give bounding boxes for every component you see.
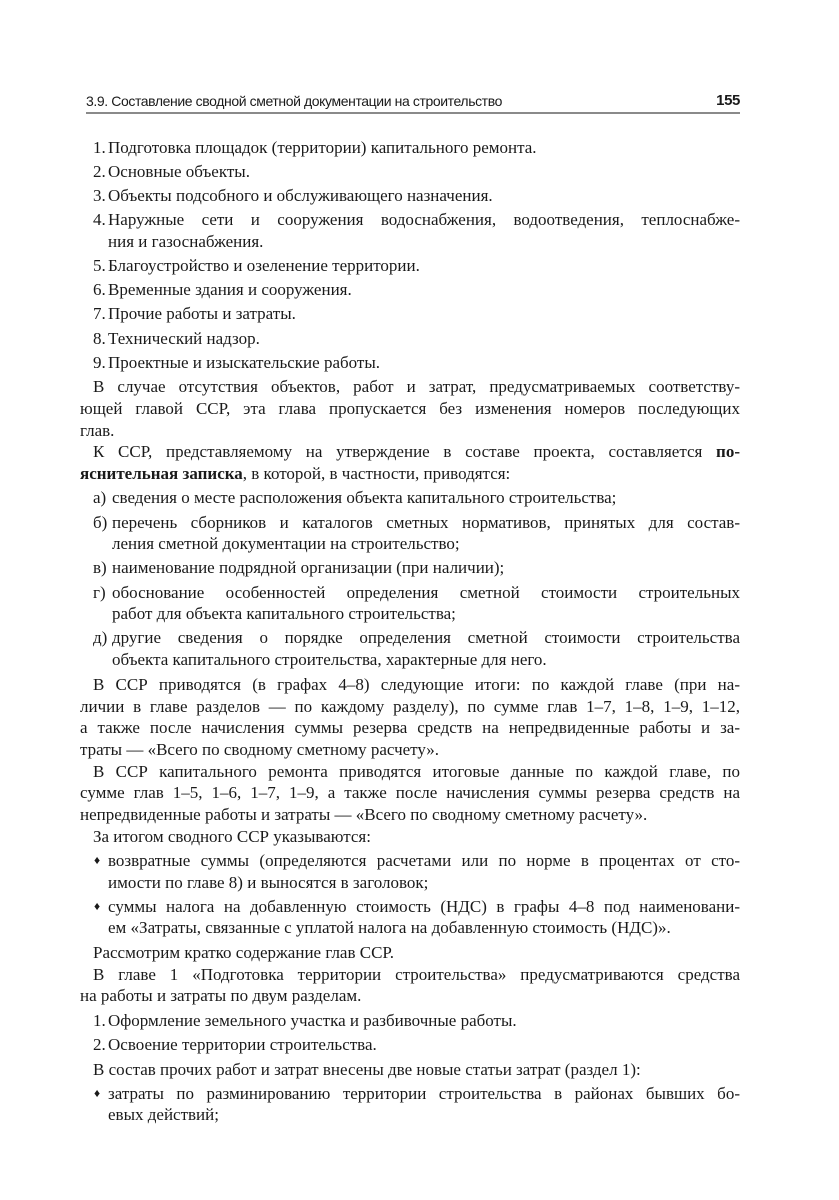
bold-term: яснительная записка	[80, 464, 243, 484]
list-item	[80, 279, 740, 301]
list-marker: 4.	[93, 210, 106, 230]
bullet-diamond-icon: ♦	[94, 852, 101, 867]
text-line: суммы налога на добавленную стоимость (НДС) в графы 4–8 под наименовани-	[108, 896, 740, 916]
list-marker: б)	[93, 512, 108, 532]
text-line: личии в главе разделов — по каждому разделу), по сумме глав 1–7, 1–8, 1–9, 1–12,	[80, 696, 740, 716]
text-line: Основные объекты.	[108, 161, 250, 181]
text-line: работ для объекта капитального строительства;	[112, 604, 456, 624]
text-line: В ССР приводятся (в графах 4–8) следующие итоги: по каждой главе (при на-	[93, 674, 740, 694]
text-line	[80, 441, 740, 463]
text-line: В случае отсутствия объектов, работ и затрат, предусматриваемых соответству-	[93, 377, 740, 397]
text-line: на работы и затраты по двум разделам.	[80, 986, 362, 1006]
text-line: другие сведения о порядке определения сметной стоимости строительства	[112, 628, 740, 648]
text-line: Благоустройство и озеленение территории.	[108, 255, 420, 275]
paragraph	[80, 826, 740, 848]
text-line: ющей главой ССР, эта глава пропускается без изменения номеров последующих	[80, 399, 740, 419]
running-header	[86, 90, 740, 114]
list-item	[80, 161, 740, 183]
text-line: а также после начисления суммы резерва средств на непредвиденные работы и за-	[80, 718, 740, 738]
list-marker: 6.	[93, 280, 106, 300]
list-marker: г)	[93, 582, 106, 602]
list-item	[80, 557, 740, 579]
text-line: имости по главе 8) и выносятся в заголовок;	[108, 872, 429, 892]
list-item	[80, 512, 740, 555]
list-item	[80, 1034, 740, 1056]
text-line: За итогом сводного ССР указываются:	[93, 826, 371, 846]
text-line: ния и газоснабжения.	[108, 231, 264, 251]
text-line: Прочие работы и затраты.	[108, 304, 296, 324]
paragraph	[80, 942, 740, 964]
text-line: наименование подрядной организации (при наличии);	[112, 558, 505, 578]
list-item	[80, 1010, 740, 1032]
text-line: траты — «Всего по сводному сметному расчету».	[80, 739, 440, 759]
paragraph	[80, 441, 740, 484]
list-marker: 9.	[93, 352, 106, 372]
list-marker: 7.	[93, 304, 106, 324]
bullet-item	[80, 896, 740, 939]
text-line: В ССР капитального ремонта приводятся итоговые данные по каждой главе, по	[93, 761, 740, 781]
text-line: Освоение территории строительства.	[108, 1034, 377, 1054]
list-marker: 2.	[93, 161, 106, 181]
paragraph	[80, 1059, 740, 1081]
text-line: возвратные суммы (определяются расчетами или по норме в процентах от сто-	[108, 850, 740, 870]
text-line: перечень сборников и каталогов сметных нормативов, принятых для состав-	[112, 512, 740, 532]
bullet-diamond-icon: ♦	[94, 898, 101, 913]
list-marker: 2.	[93, 1034, 106, 1054]
list-item	[80, 137, 740, 159]
list-item	[80, 255, 740, 277]
list-item	[80, 582, 740, 625]
paragraph	[80, 376, 740, 441]
paragraph	[80, 674, 740, 761]
text-line: ления сметной документации на строительство;	[112, 534, 460, 554]
text-line: Проектные и изыскательские работы.	[108, 352, 381, 372]
list-marker: 1.	[93, 1010, 106, 1030]
section-title: 3.9. Составление сводной сметной документации на строительство	[86, 93, 502, 109]
text-line: Технический надзор.	[108, 328, 260, 348]
list-marker: в)	[93, 558, 107, 578]
list-marker: 8.	[93, 328, 106, 348]
list-item	[80, 303, 740, 325]
text-run: К ССР, представляемому на утверждение в составе проекта, составляется	[93, 442, 717, 462]
bullet-item	[80, 1083, 740, 1126]
paragraph	[80, 761, 740, 826]
bold-term: по-	[716, 442, 740, 462]
list-marker: 1.	[93, 137, 106, 157]
text-line: Объекты подсобного и обслуживающего назначения.	[108, 185, 493, 205]
text-line: Подготовка площадок (территории) капитального ремонта.	[108, 137, 537, 157]
text-line	[80, 463, 740, 485]
list-item	[80, 627, 740, 670]
bullet-diamond-icon: ♦	[94, 1085, 101, 1100]
text-line: Рассмотрим кратко содержание глав ССР.	[93, 943, 395, 963]
list-item	[80, 209, 740, 252]
list-item	[80, 487, 740, 509]
text-line: В главе 1 «Подготовка территории строительства» предусматриваются средства	[93, 964, 740, 984]
list-item	[80, 352, 740, 374]
text-line: В состав прочих работ и затрат внесены две новые статьи затрат (раздел 1):	[93, 1059, 641, 1079]
text-line: затраты по разминированию территории строительства в районах бывших бо-	[108, 1083, 740, 1103]
text-line: непредвиденные работы и затраты — «Всего по сводному сметному расчету».	[80, 804, 648, 824]
text-line: евых действий;	[108, 1105, 219, 1125]
bullet-item	[80, 850, 740, 893]
text-line: обоснование особенностей определения сметной стоимости строительных	[112, 582, 740, 602]
text-line: Временные здания и сооружения.	[108, 280, 352, 300]
list-marker: а)	[93, 488, 107, 508]
list-marker: 3.	[93, 185, 106, 205]
text-line: Оформление земельного участка и разбивочные работы.	[108, 1010, 517, 1030]
list-marker: д)	[93, 628, 108, 648]
text-run: , в которой, в частности, приводятся:	[242, 464, 511, 484]
paragraph	[80, 964, 740, 1007]
text-line: сумме глав 1–5, 1–6, 1–7, 1–9, а также после начисления суммы резерва средств на	[80, 783, 740, 803]
text-line: сведения о месте расположения объекта капитального строительства;	[112, 488, 617, 508]
text-line: Наружные сети и сооружения водоснабжения, водоотведения, теплоснабже-	[108, 210, 740, 230]
text-line: ем «Затраты, связанные с уплатой налога на добавленную стоимость (НДС)».	[108, 918, 671, 938]
list-item	[80, 185, 740, 207]
list-marker: 5.	[93, 255, 106, 275]
list-item	[80, 328, 740, 350]
page-body	[80, 134, 740, 1126]
text-line: объекта капитального строительства, характерные для него.	[112, 650, 547, 670]
page-number: 155	[716, 92, 740, 109]
text-line: глав.	[80, 420, 115, 440]
